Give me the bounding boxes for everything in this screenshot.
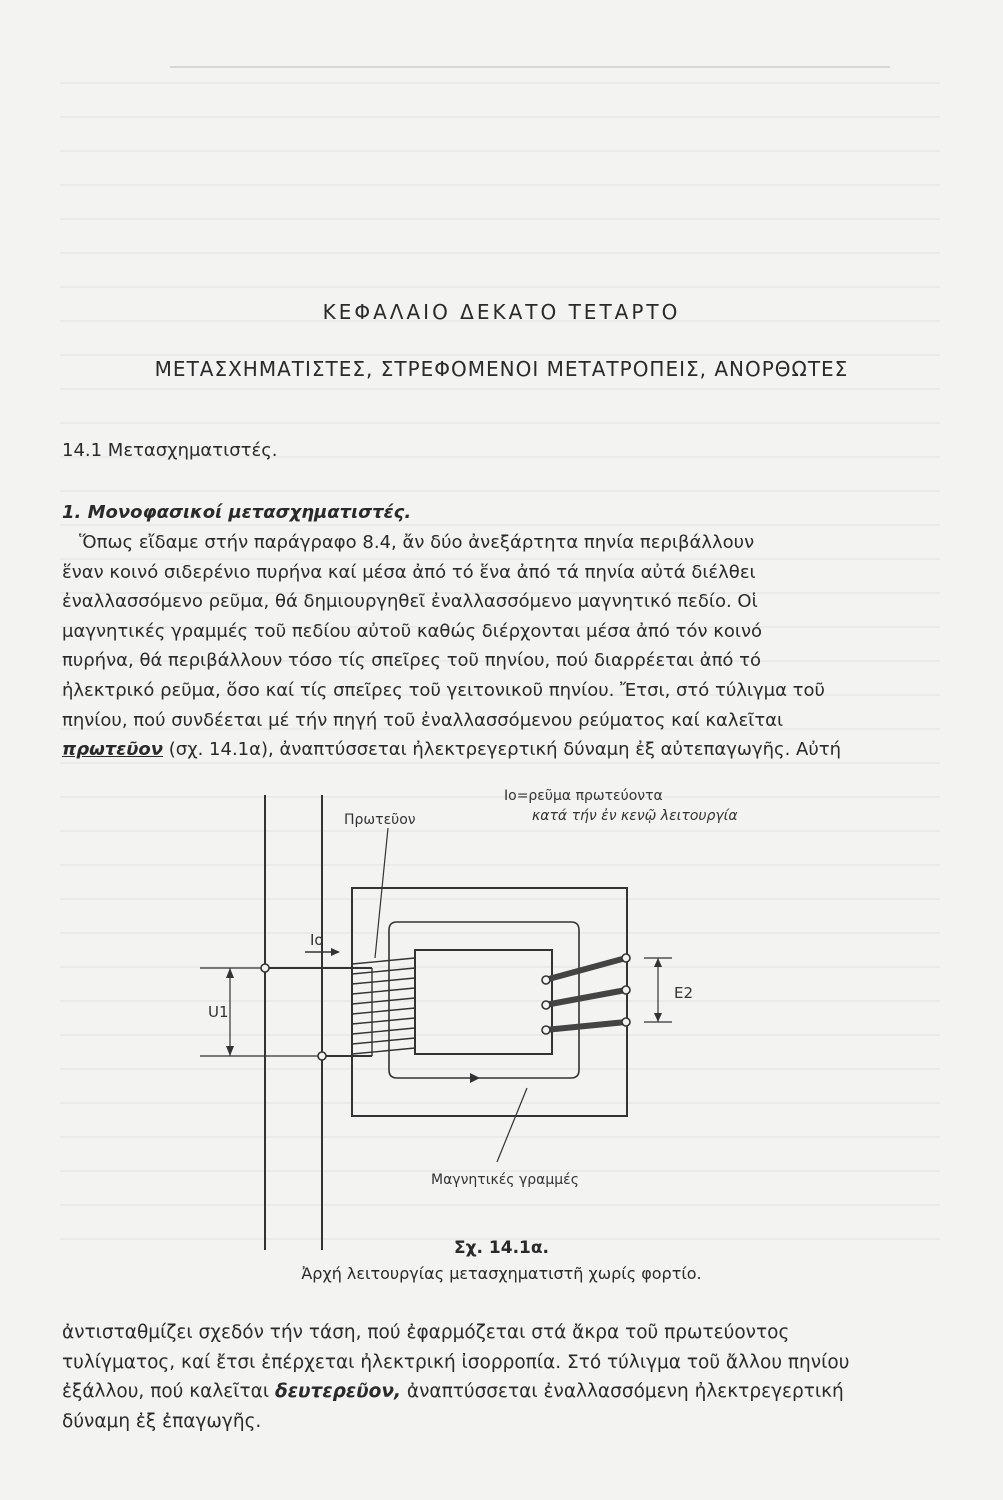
section-heading: 14.1 Μετασχηματιστές.	[62, 440, 278, 461]
subsection-heading: 1. Μονοφασικοί μετασχηματιστές.	[62, 502, 412, 523]
primary-winding	[352, 958, 415, 1054]
text-line: πηνίου, πού συνδέεται μέ τήν πηγή τοῦ ἐναλλασσόμενου ρεύματος καί καλεῖται	[62, 709, 784, 731]
label-u1: U1	[208, 1003, 229, 1021]
flux-arrow	[470, 1073, 480, 1083]
text-line: μαγνητικές γραμμές τοῦ πεδίου αὐτοῦ καθώς διέρχονται μέσα ἀπό τόν κοινό	[62, 620, 763, 642]
terminal	[542, 1026, 550, 1034]
figure-caption: Σχ. 14.1α.	[453, 1238, 550, 1258]
term-secondary: δευτερεῦον,	[275, 1381, 401, 1403]
text-line: ἀντισταθμίζει σχεδόν τήν τάση, πού ἐφαρμόζεται στά ἄκρα τοῦ πρωτεύοντος	[62, 1322, 790, 1343]
label-primary: Πρωτεῦον	[344, 812, 416, 828]
transformer-figure	[0, 770, 1003, 1310]
text-span: (σχ. 14.1α), ἀναπτύσσεται ἠλεκτρεγερτική δύναμη ἐξ αὐτεπαγωγῆς. Αὐτή	[163, 739, 841, 761]
terminal	[622, 954, 630, 962]
label-io-line1: Io=ρεῦμα πρωτεύοντα	[504, 788, 663, 804]
terminal	[622, 1018, 630, 1026]
terminal	[318, 1052, 326, 1060]
paragraph-1	[62, 528, 922, 765]
chapter-title: ΚΕΦΑΛΑΙΟ ΔΕΚΑΤΟ ΤΕΤΑΡΤΟ	[322, 300, 681, 324]
label-e2: E2	[674, 984, 694, 1002]
running-header-rule	[170, 66, 890, 68]
figure-description: Ἀρχή λειτουργίας μετασχηματιστῆ χωρίς φορτίο.	[301, 1264, 702, 1283]
text-line: ἠλεκτρικό ρεῦμα, ὅσο καί τίς σπεῖρες τοῦ γειτονικοῦ πηνίου. Ἔτσι, στό τύλιγμα τοῦ	[62, 679, 825, 701]
chapter-subtitle: ΜΕΤΑΣΧΗΜΑΤΙΣΤΕΣ, ΣΤΡΕΦΟΜΕΝΟΙ ΜΕΤΑΤΡΟΠΕΙΣ, ΑΝΟΡΘΩΤΕΣ	[154, 357, 849, 381]
term-primary: πρωτεῦον	[62, 739, 164, 761]
text-line: δύναμη ἐξ ἐπαγωγῆς.	[62, 1410, 262, 1432]
text-line	[62, 1377, 922, 1407]
terminal	[261, 964, 269, 972]
text-line	[62, 735, 922, 765]
paragraph-2	[62, 1318, 922, 1436]
terminal	[542, 1001, 550, 1009]
leader-lines	[497, 1088, 527, 1162]
label-magnetic-lines: Μαγνητικές γραμμές	[431, 1172, 579, 1188]
text-line: ἕναν κοινό σιδερένιο πυρήνα καί μέσα ἀπό τό ἕνα ἀπό τά πηνία αὐτά διέλθει	[62, 561, 756, 583]
text-line: ἐναλλασσόμενο ρεῦμα, θά δημιουργηθεῖ ἐναλλασσόμενο μαγνητικό πεδίο. Οἱ	[62, 591, 758, 613]
terminal	[542, 976, 550, 984]
text-line: Ὅπως εἴδαμε στήν παράγραφο 8.4, ἄν δύο ἀνεξάρτητα πηνία περιβάλλουν	[62, 532, 755, 553]
label-io-line2: κατά τήν ἐν κενῷ λειτουργία	[532, 808, 738, 824]
label-io-arrow: Io	[310, 931, 324, 949]
terminal	[622, 986, 630, 994]
text-line: τυλίγματος, καί ἔτσι ἐπέρχεται ἠλεκτρική ἰσορροπία. Στό τύλιγμα τοῦ ἄλλου πηνίου	[62, 1351, 850, 1373]
transformer-diagram	[0, 770, 1003, 1310]
secondary-winding	[545, 958, 626, 1030]
leader-primary	[375, 828, 388, 958]
text-span: ἐξάλλου, πού καλεῖται	[62, 1381, 276, 1403]
text-span: ἀναπτύσσεται ἐναλλασσόμενη ἠλεκτρεγερτική	[401, 1381, 844, 1403]
text-line: πυρήνα, θά περιβάλλουν τόσο τίς σπεῖρες τοῦ πηνίου, πού διαρρέεται ἀπό τό	[62, 650, 762, 672]
core-inner	[415, 950, 552, 1054]
